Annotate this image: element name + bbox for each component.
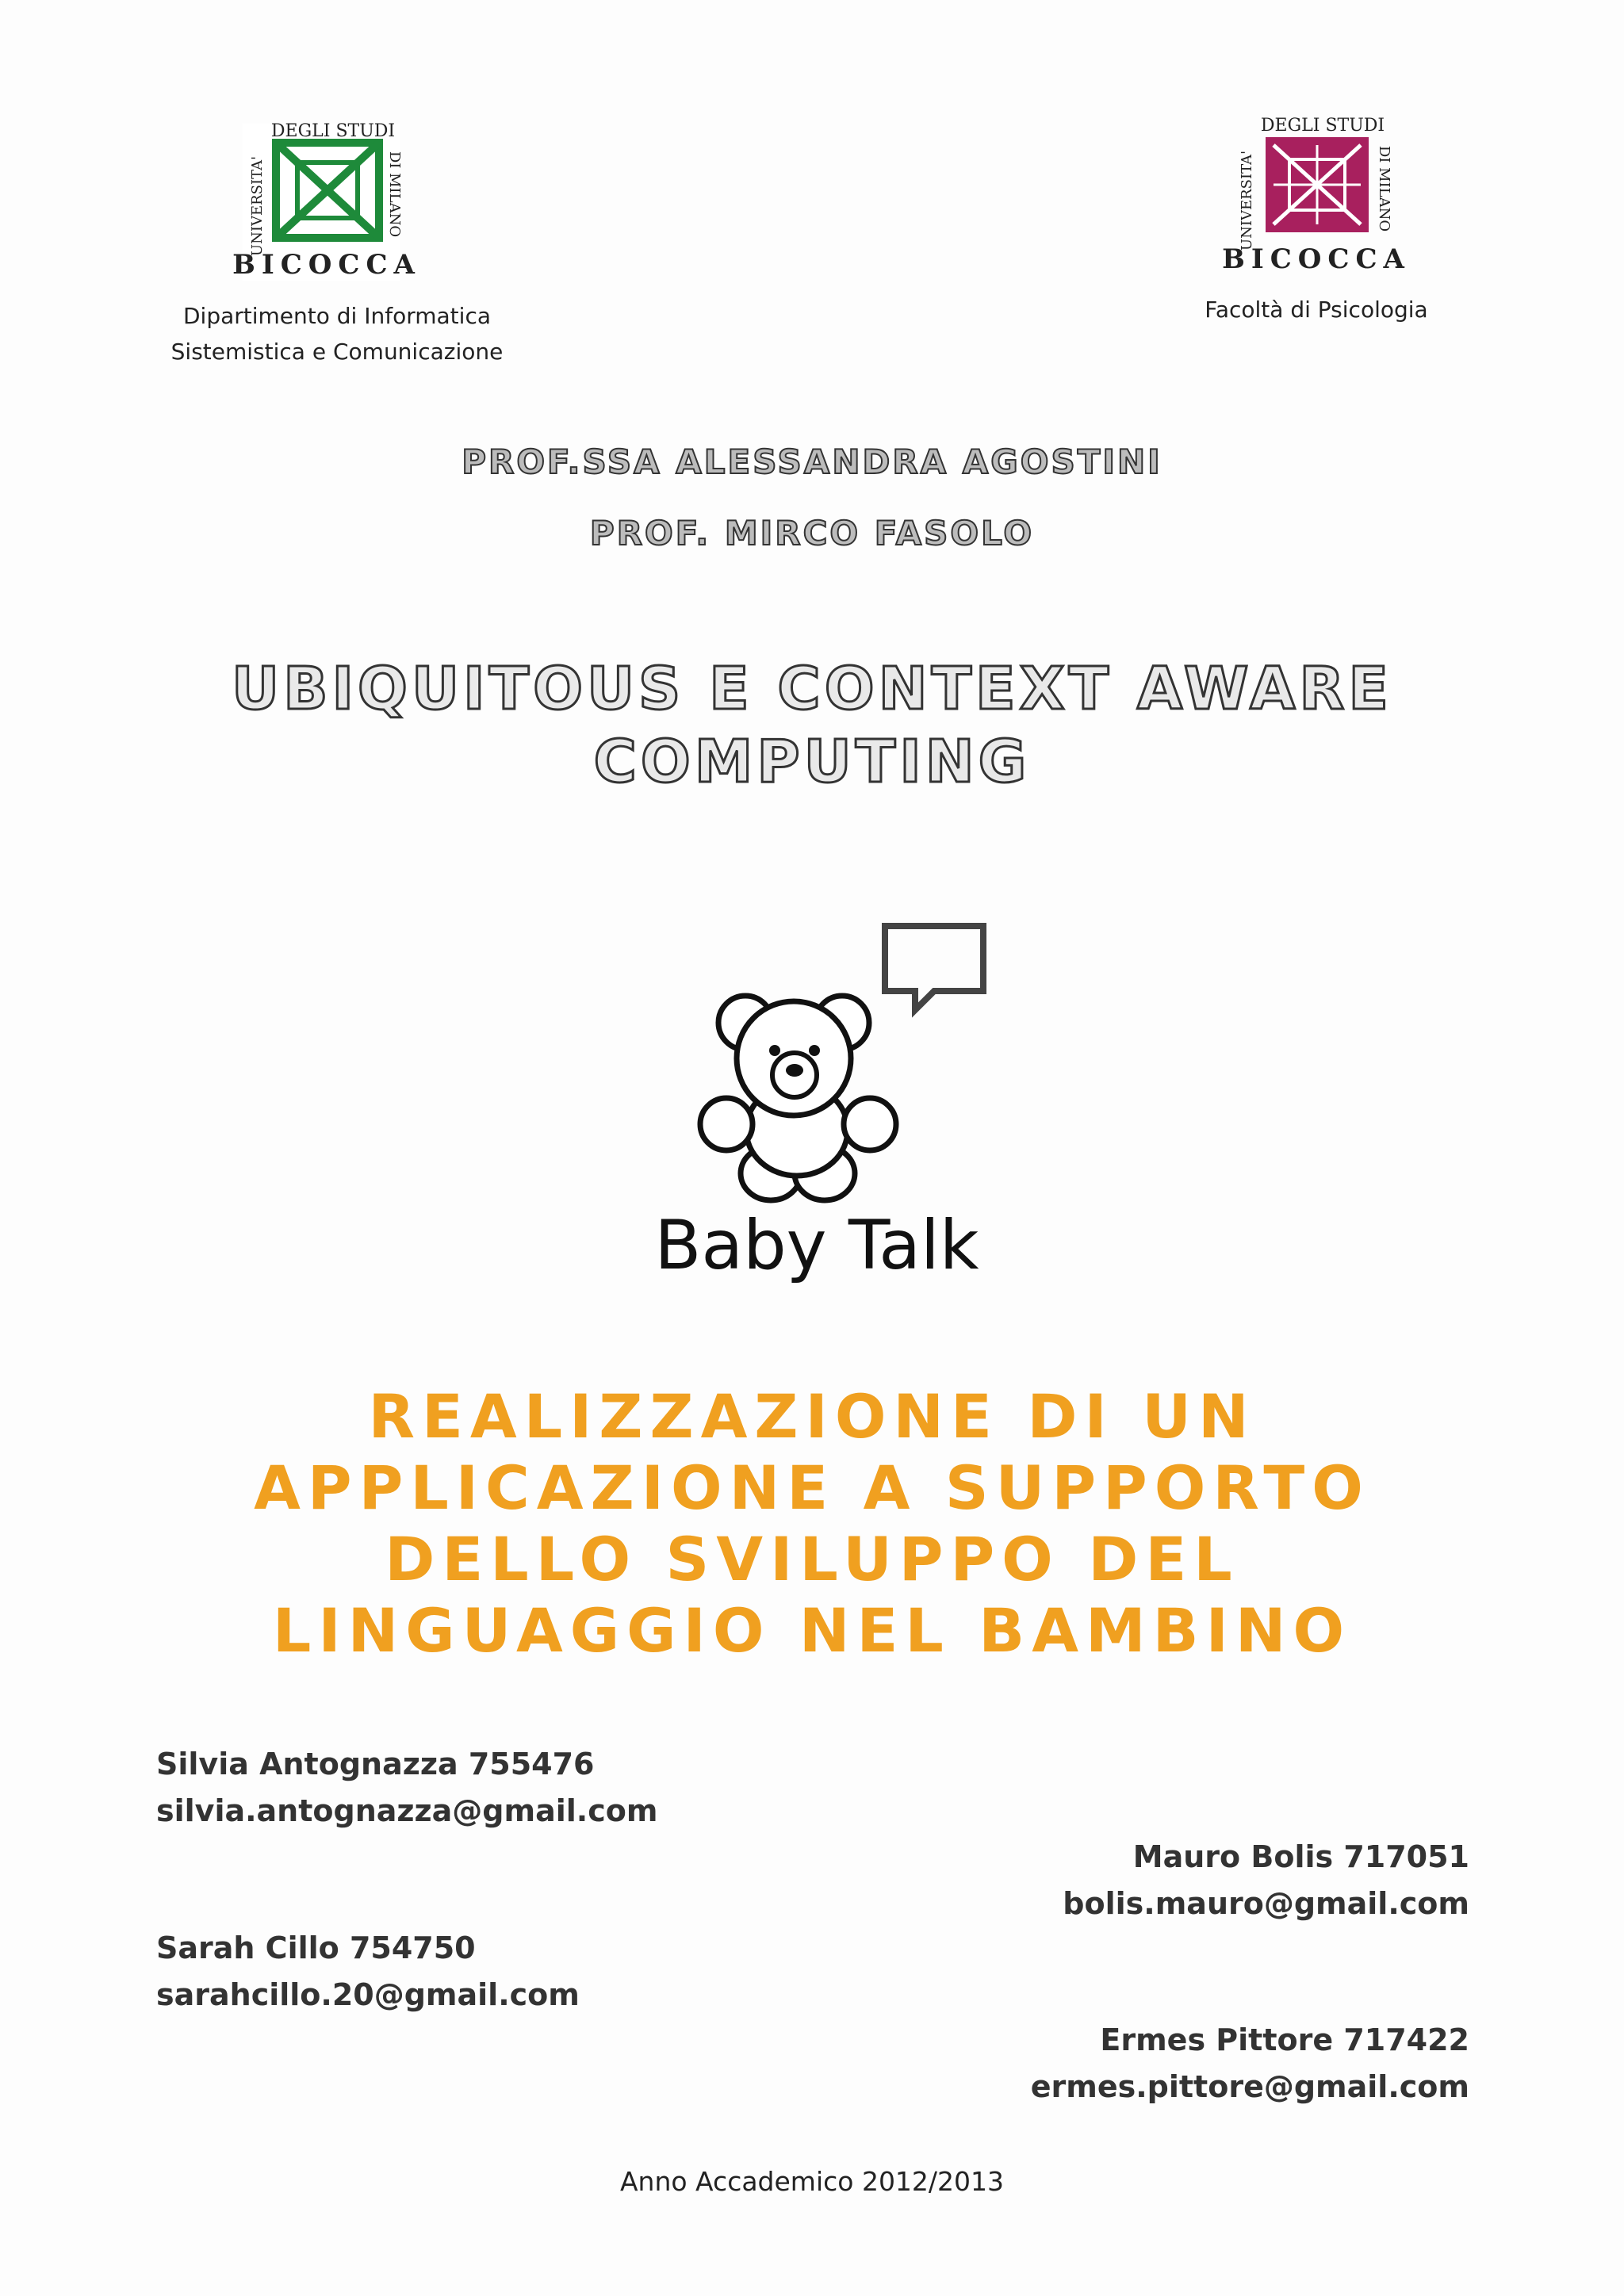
student-name: Mauro Bolis 717051 bbox=[1132, 1839, 1469, 1874]
subtitle-line-1: REALIZZAZIONE DI UN bbox=[368, 1381, 1256, 1452]
department-line-1: Dipartimento di Informatica bbox=[182, 303, 491, 329]
logo-top-text: DEGLI STUDI bbox=[1260, 116, 1385, 136]
student-4 bbox=[1031, 2017, 1469, 2110]
logo-left-text: UNIVERSITA' bbox=[249, 155, 266, 257]
student-1 bbox=[156, 1741, 657, 1835]
logo-right-text: DI MILANO bbox=[1376, 145, 1392, 232]
teddy-bear-speech-bubble-icon bbox=[587, 912, 1047, 1324]
university-logo-magenta bbox=[1222, 113, 1411, 280]
faculty-caption bbox=[1174, 292, 1459, 327]
subtitle-line-4: LINGUAGGIO NEL BAMBINO bbox=[272, 1595, 1352, 1666]
department-caption bbox=[151, 298, 523, 369]
logo-word: BICOCCA bbox=[1222, 243, 1411, 275]
course-title-line-1: UBIQUITOUS E CONTEXT AWARE bbox=[232, 655, 1392, 723]
student-name: Sarah Cillo 754750 bbox=[156, 1931, 476, 1965]
student-2 bbox=[1063, 1834, 1469, 1927]
academic-year: Anno Accademico 2012/2013 bbox=[619, 2166, 1005, 2197]
student-3 bbox=[156, 1925, 580, 2019]
course-title-line-2: COMPUTING bbox=[593, 728, 1031, 796]
student-email: bolis.mauro@gmail.com bbox=[1063, 1886, 1469, 1921]
logo-left-text: UNIVERSITA' bbox=[1239, 150, 1255, 251]
student-name: Silvia Antognazza 755476 bbox=[156, 1747, 595, 1781]
student-email: ermes.pittore@gmail.com bbox=[1030, 2069, 1469, 2104]
course-title bbox=[0, 652, 1624, 798]
student-name: Ermes Pittore 717422 bbox=[1100, 2022, 1469, 2057]
professor-2: PROF. MIRCO FASOLO bbox=[589, 514, 1035, 553]
subtitle-line-3: DELLO SVILUPPO DEL bbox=[385, 1524, 1239, 1594]
faculty-line-1: Facoltà di Psicologia bbox=[1205, 297, 1428, 323]
logo-right-text: DI MILANO bbox=[386, 151, 403, 238]
thesis-subtitle bbox=[0, 1381, 1624, 1667]
student-email: silvia.antognazza@gmail.com bbox=[156, 1793, 658, 1828]
subtitle-line-2: APPLICAZIONE A SUPPORTO bbox=[254, 1452, 1370, 1523]
baby-talk-logo bbox=[587, 912, 1047, 1324]
logo-top-text: DEGLI STUDI bbox=[270, 121, 396, 141]
app-name: Baby Talk bbox=[654, 1206, 979, 1285]
student-email: sarahcillo.20@gmail.com bbox=[156, 1977, 580, 2012]
university-logo-green bbox=[232, 119, 421, 285]
logo-word: BICOCCA bbox=[232, 249, 421, 281]
professor-1: PROF.SSA ALESSANDRA AGOSTINI bbox=[462, 442, 1162, 481]
department-line-2: Sistemistica e Comunicazione bbox=[170, 339, 504, 365]
